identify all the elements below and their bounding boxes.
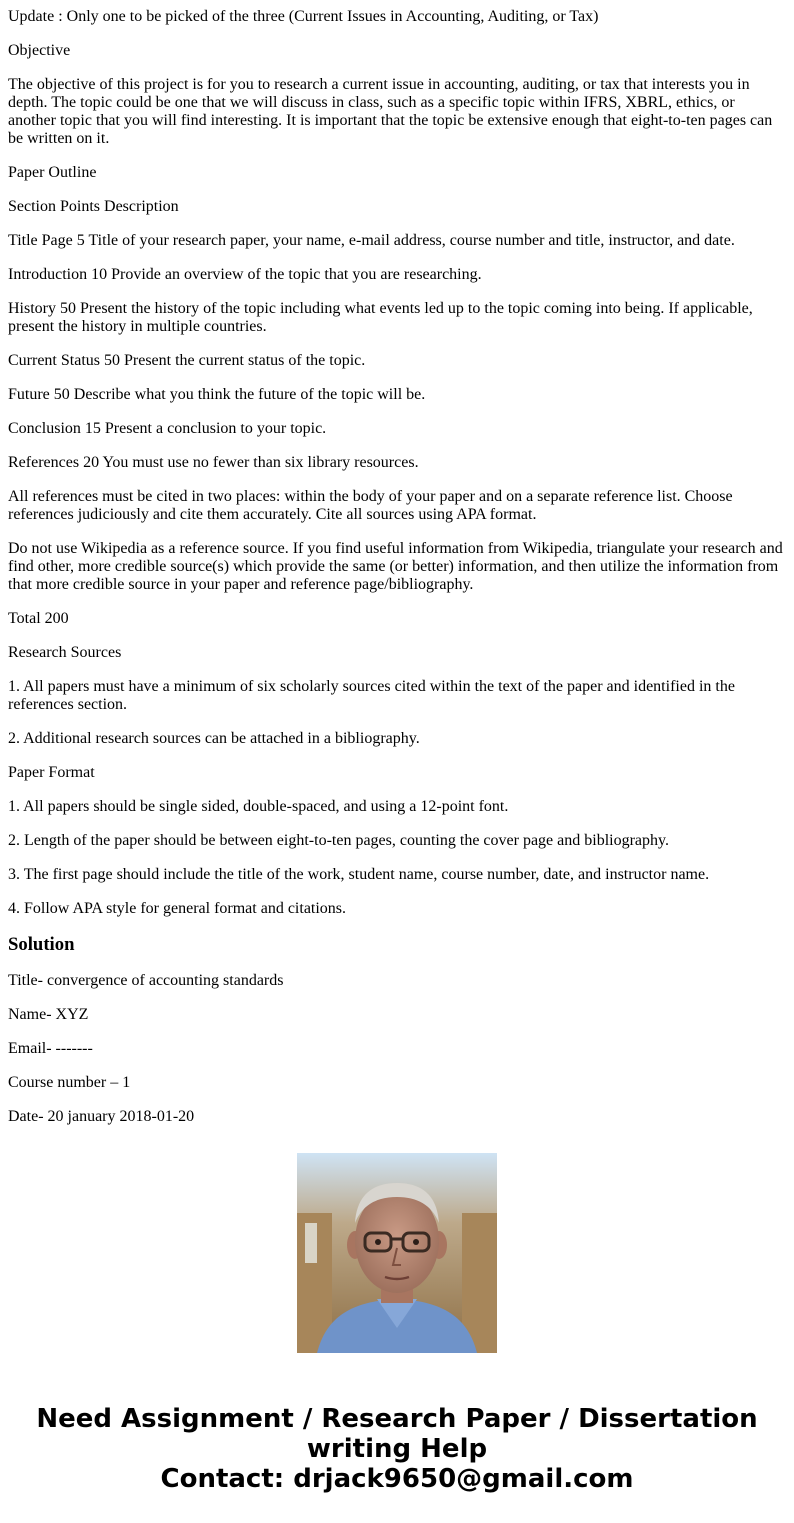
paper-format-item-1: 1. All papers should be single sided, double-spaced, and using a 12-point font. [8, 798, 509, 815]
paper-format-heading: Paper Format [8, 764, 95, 781]
outline-heading: Paper Outline [8, 164, 97, 181]
references-note: All references must be cited in two places: within the body of your paper and on a separate reference list. Choose references judiciously and cite them accurately. Cite all sources using APA format. [8, 488, 733, 523]
outline-title-page: Title Page 5 Title of your research paper, your name, e-mail address, course number and title, instructor, and date. [8, 232, 735, 249]
solution-email: Email- ------- [8, 1040, 93, 1057]
outline-history: History 50 Present the history of the topic including what events led up to the topic coming into being. If applicable, present the history in multiple countries. [8, 300, 753, 335]
wikipedia-note: Do not use Wikipedia as a reference source. If you find useful information from Wikipedia, triangulate your research and find other, more credible source(s) which provide the same (or better) information, and then utilize the information from that more credible source in your paper and reference page/bibliography. [8, 540, 783, 593]
solution-name: Name- XYZ [8, 1006, 89, 1023]
solution-course-number: Course number – 1 [8, 1074, 131, 1091]
objective-text: The objective of this project is for you to research a current issue in accounting, auditing, or tax that interests you in depth. The topic could be one that we will discuss in class, such as a specific topic within IFRS, XBRL, ethics, or another topic that you will find interesting. It is important that the topic be extensive enough that eight-to-ten pages can be written on it. [8, 76, 773, 147]
contact-banner [0, 1404, 794, 1494]
paper-format-item-3: 3. The first page should include the title of the work, student name, course number, date, and instructor name. [8, 866, 710, 883]
paper-format-item-4: 4. Follow APA style for general format and citations. [8, 900, 347, 917]
author-avatar [297, 1153, 497, 1353]
outline-future: Future 50 Describe what you think the future of the topic will be. [8, 386, 426, 403]
outline-references: References 20 You must use no fewer than six library resources. [8, 454, 419, 471]
solution-title: Title- convergence of accounting standards [8, 972, 284, 989]
banner-contact-email[interactable]: Contact: drjack9650@gmail.com [160, 1464, 634, 1494]
research-sources-item-1: 1. All papers must have a minimum of six scholarly sources cited within the text of the paper and identified in the references section. [8, 678, 735, 713]
research-sources-heading: Research Sources [8, 644, 122, 661]
outline-introduction: Introduction 10 Provide an overview of the topic that you are researching. [8, 266, 482, 283]
research-sources-item-2: 2. Additional research sources can be attached in a bibliography. [8, 730, 420, 747]
solution-date: Date- 20 january 2018-01-20 [8, 1108, 195, 1125]
outline-current-status: Current Status 50 Present the current status of the topic. [8, 352, 366, 369]
outline-columns: Section Points Description [8, 198, 179, 215]
paper-format-item-2: 2. Length of the paper should be between eight-to-ten pages, counting the cover page and bibliography. [8, 832, 669, 849]
avatar-portrait [297, 1153, 497, 1353]
solution-heading: Solution [8, 934, 75, 955]
update-note: Update : Only one to be picked of the three (Current Issues in Accounting, Auditing, or Tax) [8, 8, 599, 25]
banner-line-2: writing Help [306, 1434, 488, 1464]
outline-conclusion: Conclusion 15 Present a conclusion to your topic. [8, 420, 327, 437]
total-points: Total 200 [8, 610, 69, 627]
objective-heading: Objective [8, 42, 71, 59]
banner-line-1: Need Assignment / Research Paper / Dissertation [36, 1404, 758, 1434]
